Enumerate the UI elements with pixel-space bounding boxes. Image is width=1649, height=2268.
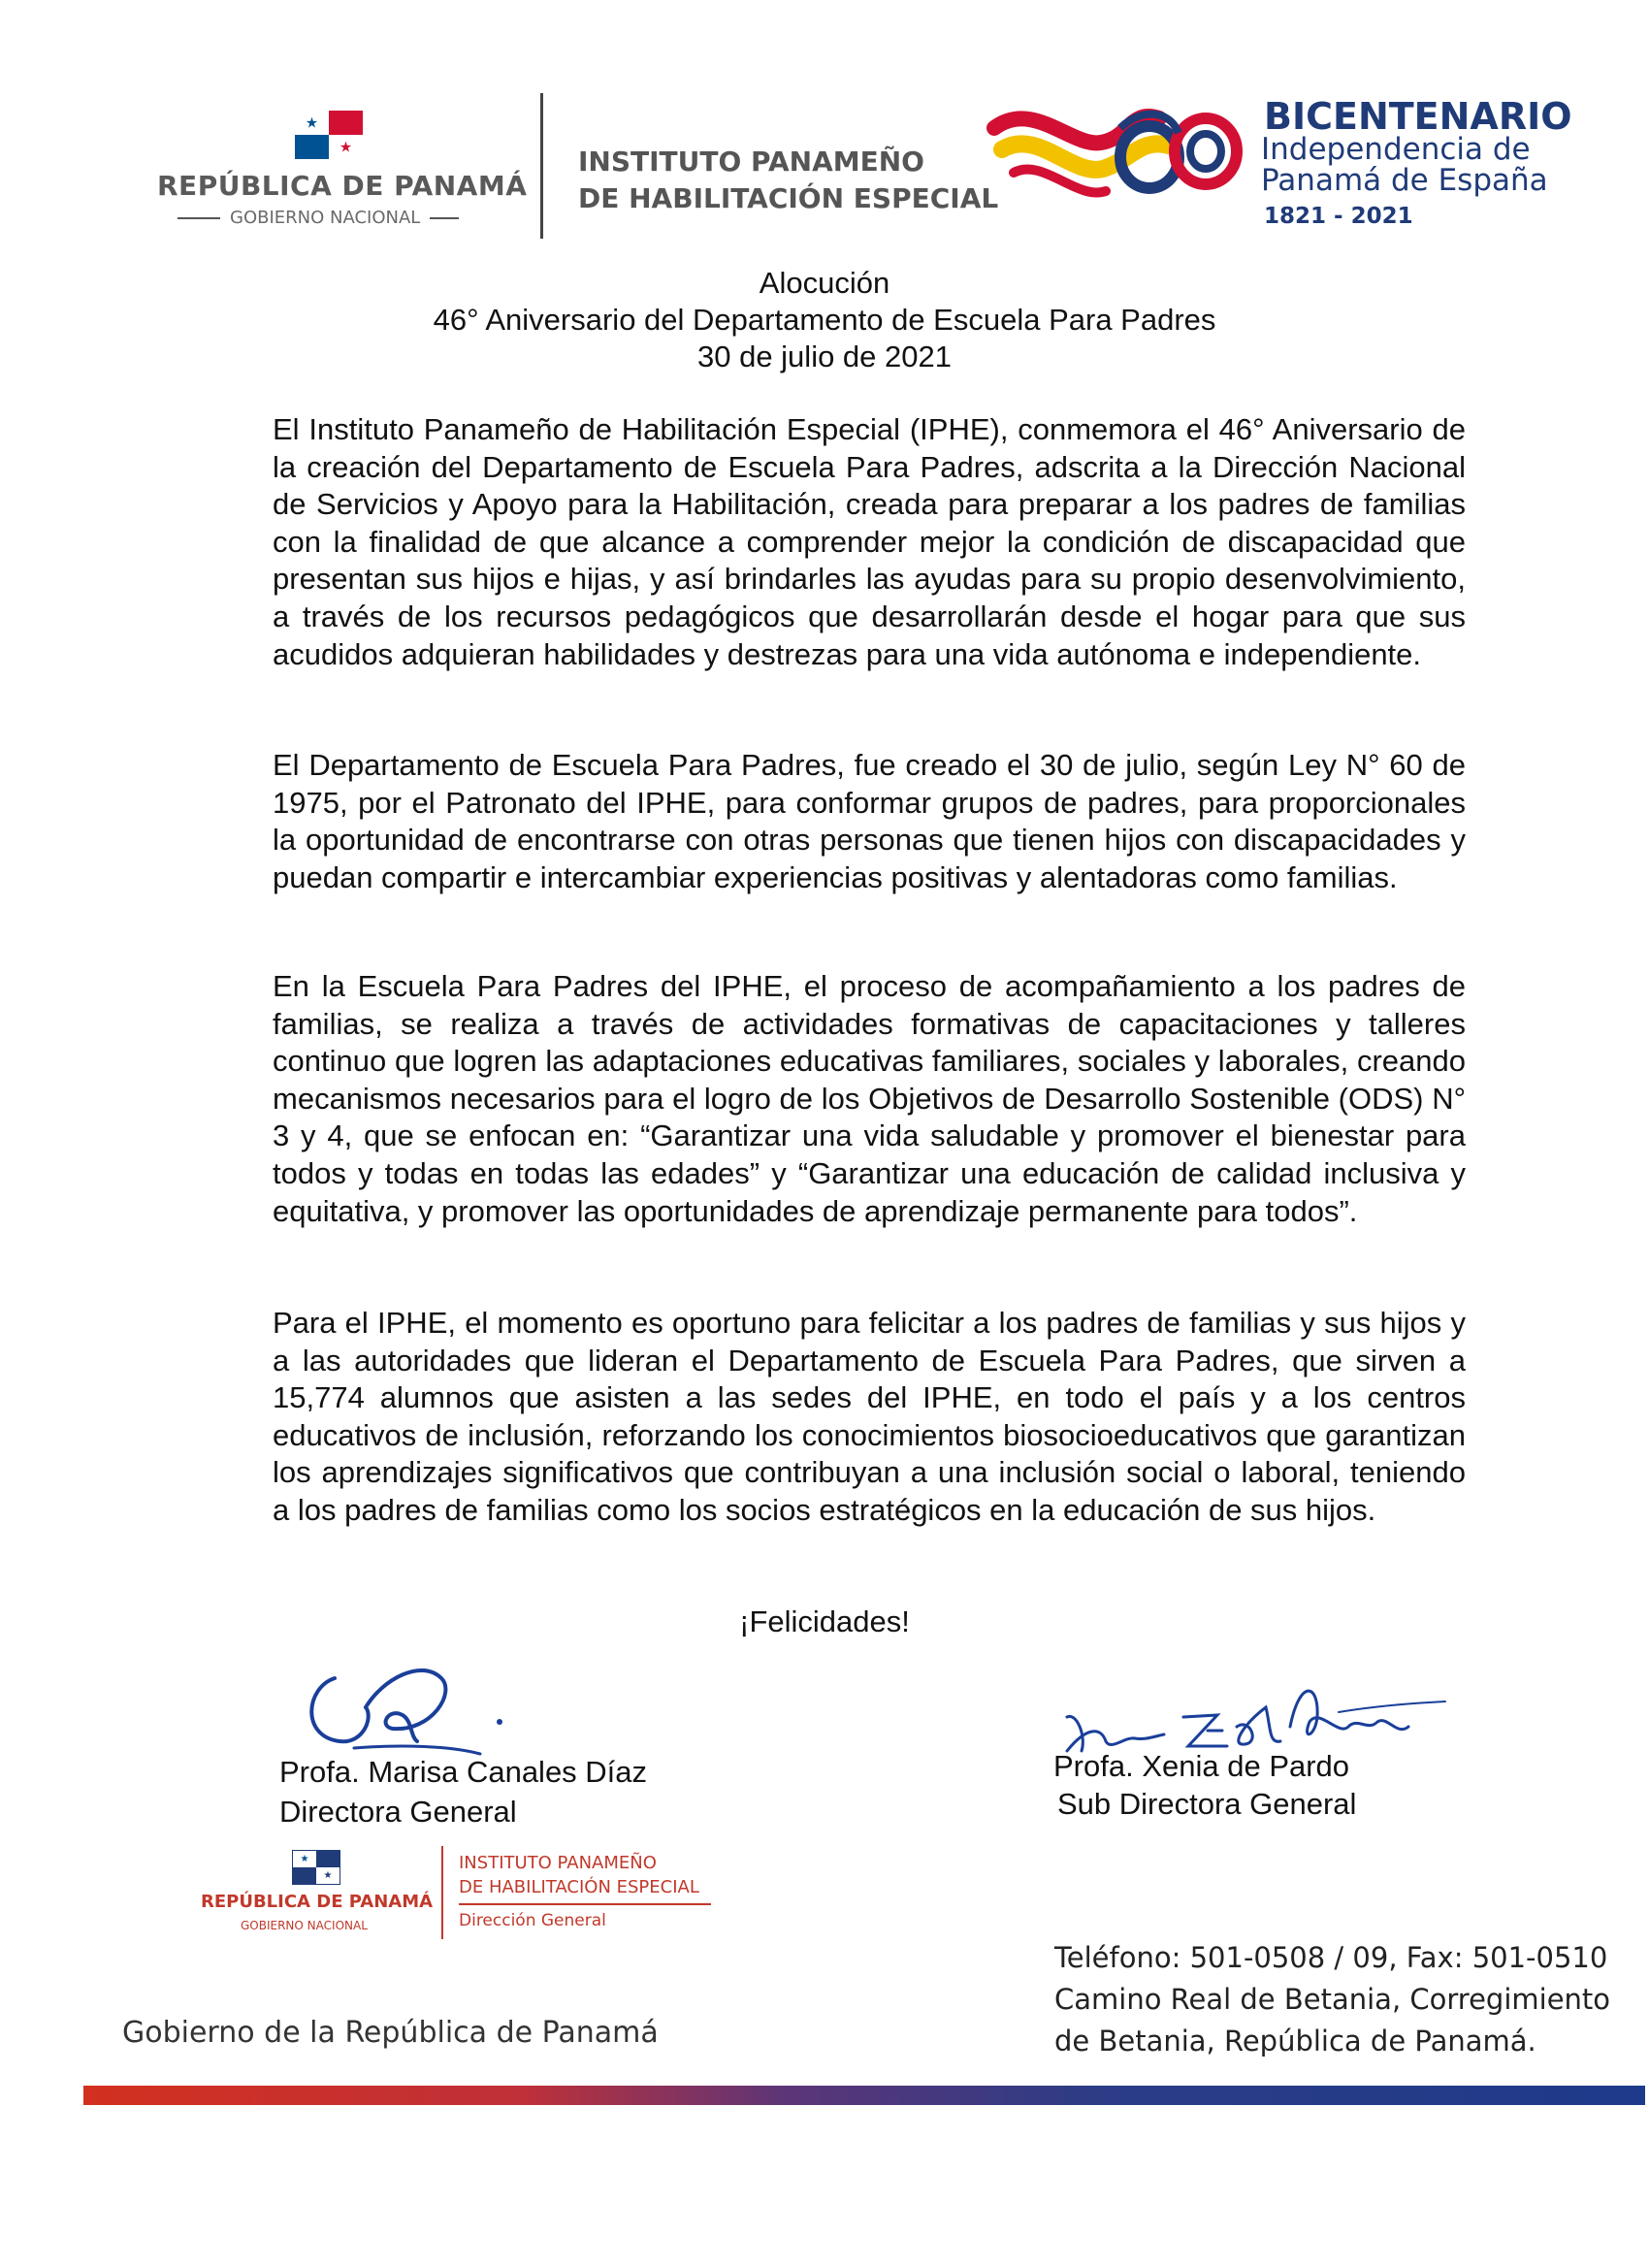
- stamp-office: Dirección General: [459, 1911, 606, 1930]
- stamp-rule: [459, 1903, 711, 1905]
- heading-line3: 30 de julio de 2021: [696, 340, 952, 373]
- contact-phone: Teléfono: 501-0508 / 09, Fax: 501-0510: [1054, 1941, 1608, 1974]
- paragraph-1: El Instituto Panameño de Habilitación Especial (IPHE), conmemora el 46° Aniversario de la creación del Departamento de Escuela Para Padres, adscrita a la Dirección Nacional de Servicios y Apoyo para la Habilitación, creada para preparar a los padres de familias con la finalidad de que alcance a comprender mejor la condición de discapacidad que presentan sus hijos e hijas, y así brindarles las ayudas para su propio desenvolvimiento, a través de los recursos pedagógicos que desarrollarán desde el hogar para que sus acudidos adquieran habilidades y destrezas para una vida autónoma e independiente.: [273, 412, 1466, 671]
- signer-right-name: Profa. Xenia de Pardo: [1053, 1749, 1350, 1783]
- institute-line1: INSTITUTO PANAMEÑO: [578, 146, 924, 178]
- signer-left-name: Profa. Marisa Canales Díaz: [279, 1755, 648, 1789]
- heading-line1: Alocución: [759, 266, 890, 300]
- institute-header: [578, 144, 998, 217]
- paragraph-2: El Departamento de Escuela Para Padres, fue creado el 30 de julio, según Ley N° 60 de 1975, por el Patronato del IPHE, para conformar grupos de padres, para proporcionales la oportunidad de encontrarse con otras personas que tienen hijos con discapacidades y puedan compartir e intercambiar experiencias positivas y alentadoras como familias.: [273, 748, 1466, 894]
- signer-left-title: Directora General: [279, 1795, 517, 1829]
- bicentennial-line1: Independencia de: [1261, 132, 1531, 167]
- closing-text: ¡Felicidades!: [739, 1604, 910, 1638]
- institute-line2: DE HABILITACIÓN ESPECIAL: [578, 181, 999, 214]
- paragraph-3: En la Escuela Para Padres del IPHE, el proceso de acompañamiento a los padres de familias, se realiza a través de actividades formativas de capacitaciones y talleres continuo que logren las adaptaciones educativas familiares, sociales y laborales, creando mecanismos necesarios para el logro de los Objetivos de Desarrollo Sostenible (ODS) N° 3 y 4, que se enfocan en: “Garantizar una vida saludable y promover el bienestar para todos y todas en todas las edades” y “Garantizar una educación de calidad inclusiva y equitativa, y promover las oportunidades de aprendizaje permanente para todos”.: [273, 969, 1466, 1228]
- stamp-republic-name: REPÚBLICA DE PANAMÁ: [201, 1892, 434, 1912]
- republic-sub: GOBIERNO NACIONAL: [178, 208, 459, 228]
- stamp-divider: [441, 1846, 443, 1939]
- bicentennial-years: 1821 - 2021: [1264, 204, 1413, 229]
- heading-line2: 46° Aniversario del Departamento de Escuela Para Padres: [433, 303, 1216, 337]
- signature-left-icon: [296, 1639, 529, 1766]
- panama-flag-icon: ★ ★: [295, 111, 363, 159]
- contact-address-line2: de Betania, República de Panamá.: [1054, 2025, 1536, 2057]
- header-divider: [540, 93, 543, 239]
- republic-name: REPÚBLICA DE PANAMÁ: [157, 170, 528, 202]
- speech-heading: [0, 265, 1649, 375]
- stamp-institute-line1: INSTITUTO PANAMEÑO: [459, 1853, 657, 1873]
- paragraph-4: Para el IPHE, el momento es oportuno para felicitar a los padres de familias y sus hijos y a las autoridades que lideran el Departamento de Escuela Para Padres, que sirven a 15,774 alumnos que asisten a las sedes del IPHE, en todo el país y a los centros educativos de inclusión, reforzando los conocimientos biosocioeducativos que garantizan los aprendizajes significativos que contribuyan a una inclusión social o laboral, teniendo a los padres de familias como los socios estratégicos en la educación de sus hijos.: [273, 1306, 1466, 1527]
- stamp-republic-sub: GOBIERNO NACIONAL: [241, 1919, 368, 1932]
- government-footer: Gobierno de la República de Panamá: [122, 2016, 659, 2050]
- bicentennial-ribbon-icon: [985, 89, 1266, 215]
- bicentennial-line2: Panamá de España: [1261, 163, 1548, 198]
- contact-address-line1: Camino Real de Betania, Corregimiento: [1054, 1983, 1611, 2016]
- bicentennial-title: BICENTENARIO: [1264, 95, 1572, 138]
- footer-color-bar: [83, 2086, 1645, 2105]
- stamp-institute-line2: DE HABILITACIÓN ESPECIAL: [459, 1877, 699, 1897]
- signer-right-title: Sub Directora General: [1057, 1787, 1357, 1821]
- stamp-flag-icon: ★ ★: [293, 1851, 340, 1884]
